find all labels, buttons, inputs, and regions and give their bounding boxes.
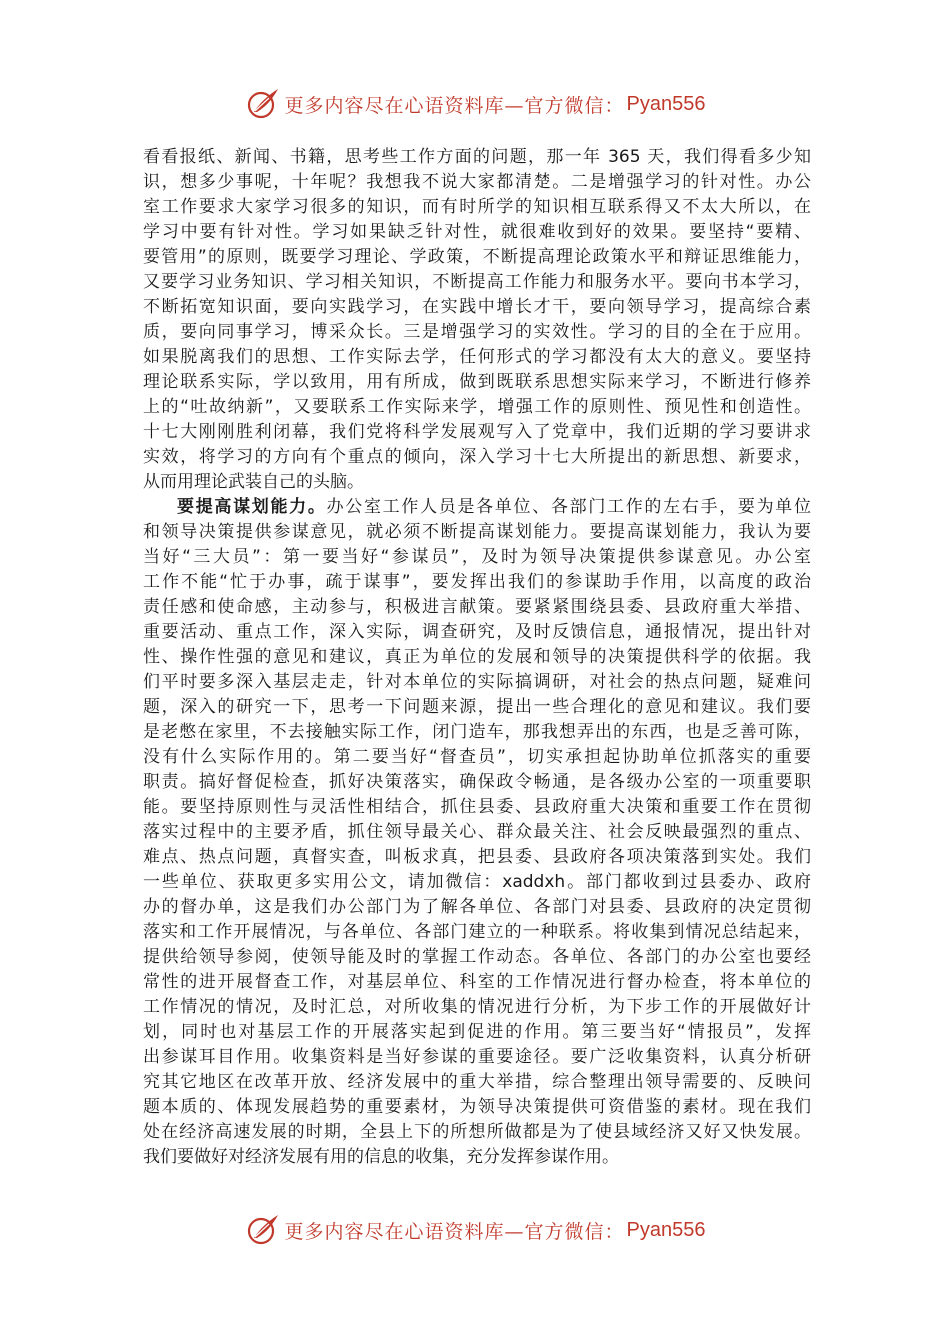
text-line: 题本质的、体现发展趋势的重要素材，为领导决策提供可资借鉴的素材。现在我们: [143, 1097, 811, 1117]
text-line: 责任感和使命感，主动参与，积极进言献策。要紧紧围绕县委、县政府重大举措、: [143, 597, 811, 617]
text-line: 学习中要有针对性。学习如果缺乏针对性，就很难收到好的效果。要坚持“要精、: [143, 222, 811, 242]
text-line: 上的“吐故纳新”，又要联系工作实际来学，增强工作的原则性、预见性和创造性。: [143, 397, 811, 417]
text-line: 落实和工作开展情况，与各单位、各部门建立的一种联系。将收集到情况总结起来，: [143, 922, 811, 942]
header-banner: [0, 84, 950, 124]
text-line: 究其它地区在改革开放、经济发展中的重大举措，综合整理出领导需要的、反映问: [143, 1072, 811, 1092]
text-line: 实效，将学习的方向有个重点的倾向，深入学习十七大所提出的新思想、新要求，: [143, 447, 811, 467]
text-line: 从而用理论武装自己的头脑。: [143, 472, 364, 492]
text-line: 质，要向同事学习，博采众长。三是增强学习的实效性。学习的目的全在于应用。: [143, 322, 811, 342]
text-line: 和领导决策提供参谋意见，就必须不断提高谋划能力。要提高谋划能力，我认为要: [143, 522, 811, 542]
text-line: 没有什么实际作用的。第二要当好“督查员”，切实承担起协助单位抓落实的重要: [143, 747, 811, 767]
text-line: 重要活动、重点工作，深入实际，调查研究，及时反馈信息，通报情况，提出针对: [143, 622, 811, 642]
text-line: 看看报纸、新闻、书籍，思考些工作方面的问题，那一年 365 天，我们得看多少知: [143, 147, 811, 167]
footer-banner: [0, 1210, 950, 1250]
text-line: 工作情况的情况，及时汇总，对所收集的情况进行分析，为下步工作的开展做好计: [143, 997, 811, 1017]
paragraph-1: [143, 145, 811, 495]
text-line: 职责。搞好督促检查，抓好决策落实，确保政令畅通，是各级办公室的一项重要职: [143, 772, 811, 792]
text-line: 题，深入的研究一下，思考一下问题来源，提出一些合理化的意见和建议。我们要: [143, 697, 811, 717]
text-line: 识，想多少事呢，十年呢？我想我不说大家都清楚。二是增强学习的针对性。办公: [143, 172, 811, 192]
text-line: 提供给领导参阅，使领导能及时的掌握工作动态。各单位、各部门的办公室也要经: [143, 947, 811, 967]
text-line: 划，同时也对基层工作的开展落实起到促进的作用。第三要当好“情报员”，发挥: [143, 1022, 811, 1042]
feather-logo-icon: [245, 86, 281, 122]
banner-text: 更多内容尽在心语资料库—官方微信：: [284, 94, 625, 117]
banner-text: 更多内容尽在心语资料库—官方微信：: [284, 1220, 625, 1243]
feather-logo-icon: [245, 1212, 281, 1248]
paragraph-heading: 要提高谋划能力。: [177, 497, 327, 517]
paragraph-first-line-text: 办公室工作人员是各单位、各部门工作的左右手，要为单位: [326, 497, 812, 517]
text-line: 是老憋在家里，不去接触实际工作，闭门造车，那我想弄出的东西，也是乏善可陈，: [143, 722, 811, 742]
text-line: 理论联系实际，学以致用，用有所成，做到既联系思想实际来学习，不断进行修养: [143, 372, 811, 392]
text-line: 室工作要求大家学习很多的知识，而有时所学的知识相互联系得又不太大所以，在: [143, 197, 811, 217]
text-line: 落实过程中的主要矛盾，抓住领导最关心、群众最关注、社会反映最强烈的重点、: [143, 822, 811, 842]
text-line: 能。要坚持原则性与灵活性相结合，抓住县委、县政府重大决策和重要工作在贯彻: [143, 797, 811, 817]
text-line: 又要学习业务知识、学习相关知识，不断提高工作能力和服务水平。要向书本学习，: [143, 272, 811, 292]
text-line: 十七大刚刚胜利闭幕，我们党将科学发展观写入了党章中，我们近期的学习要讲求: [143, 422, 811, 442]
text-line: 们平时要多深入基层走走，针对本单位的实际搞调研，对社会的热点问题，疑难问: [143, 672, 811, 692]
text-line: 常性的进开展督查工作，对基层单位、科室的工作情况进行督办检查，将本单位的: [143, 972, 811, 992]
text-line: 如果脱离我们的思想、工作实际去学，任何形式的学习都没有太大的意义。要坚持: [143, 347, 811, 367]
text-line: 工作不能“忙于办事，疏于谋事”，要发挥出我们的参谋助手作用，以高度的政治: [143, 572, 811, 592]
banner-wechat-id: Pyan556: [626, 92, 706, 115]
text-line: 难点、热点问题，真督实查，叫板求真，把县委、县政府各项决策落到实处。我们: [143, 847, 811, 867]
text-line: 要管用”的原则，既要学习理论、学政策，不断提高理论政策水平和辩证思维能力，: [143, 247, 811, 267]
text-line: 处在经济高速发展的时期，全县上下的所想所做都是为了使县域经济又好又快发展。: [143, 1122, 811, 1142]
text-line: 不断拓宽知识面，要向实践学习，在实践中增长才干，要向领导学习，提高综合素: [143, 297, 811, 317]
text-line: 当好“三大员”：第一要当好“参谋员”，及时为领导决策提供参谋意见。办公室: [143, 547, 811, 567]
text-line: 我们要做好对经济发展有用的信息的收集，充分发挥参谋作用。: [143, 1147, 619, 1167]
banner-wechat-id: Pyan556: [626, 1218, 706, 1241]
text-line: 性、操作性强的意见和建议，真正为单位的发展和领导的决策提供科学的依据。我: [143, 647, 811, 667]
text-line: 办的督办单，这是我们办公部门为了解各单位、各部门对县委、县政府的决定贯彻: [143, 897, 811, 917]
document-body: [143, 145, 811, 1170]
paragraph-2: [143, 495, 811, 1170]
text-line: 一些单位、获取更多实用公文，请加微信：xaddxh。部门都收到过县委办、政府: [143, 872, 811, 892]
text-line: 出参谋耳目作用。收集资料是当好参谋的重要途径。要广泛收集资料，认真分析研: [143, 1047, 811, 1067]
paragraph-first-line: [143, 495, 811, 520]
